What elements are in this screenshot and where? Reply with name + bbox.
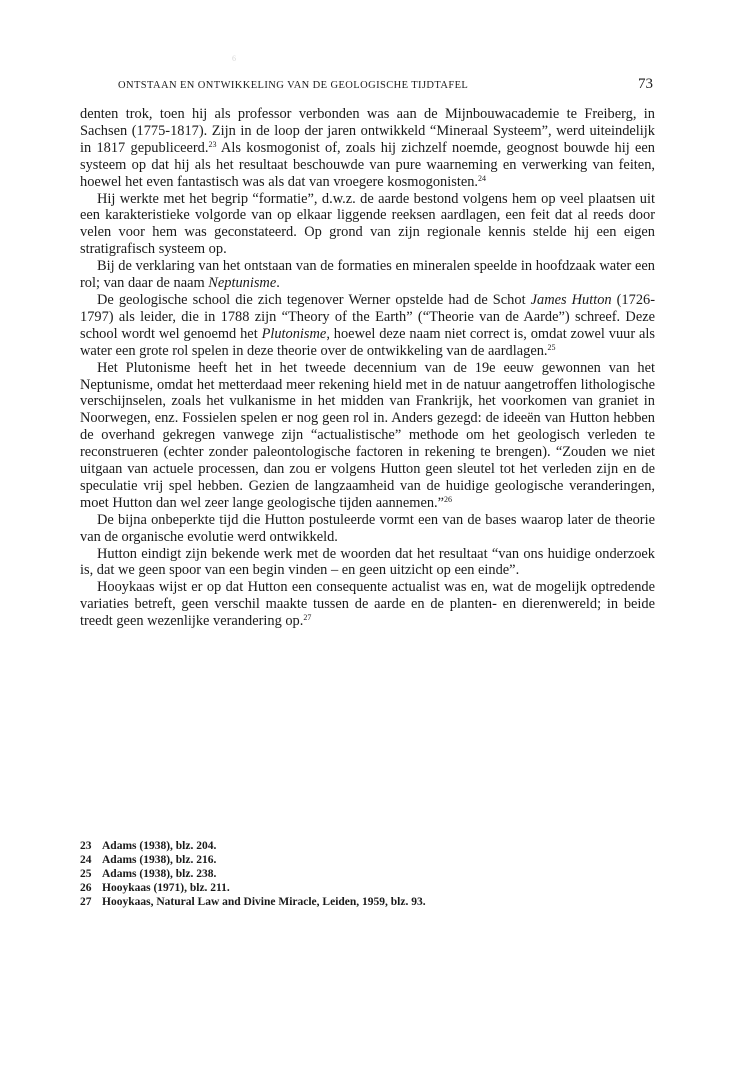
footnote-text: Hooykaas (1971), blz. 211. (102, 882, 230, 894)
paragraph (80, 579, 655, 630)
running-header (80, 78, 665, 98)
footnote-number: 24 (80, 854, 92, 866)
text-run: (1726-1797) als leider, die in 1788 zijn “Theory of the Earth” (“Theorie van de Aarde”) schreef. Deze school wordt wel genoemd het (80, 291, 655, 342)
text-run: De bijna onbeperkte tijd die Hutton postuleerde vormt een van de bases waarop later de theorie van de organische evolutie werd ontwikkeld. (80, 511, 655, 545)
faint-page-mark: 6 (232, 54, 236, 63)
footnote-number: 23 (80, 840, 92, 852)
text-run: denten trok, toen hij als professor verbonden was aan de Mijnbouwacademie te Freiberg, in Sachsen (1775-1817). Zijn in de loop der jaren ontwikkeld “Mineraal Systeem”, werd uiteindelijk in 1817 gepubliceerd. (80, 106, 655, 156)
paragraph (80, 191, 655, 259)
footnote-ref: 23 (208, 139, 217, 149)
italic-term: Plutonisme (261, 325, 327, 342)
footnote-text: Hooykaas, Natural Law and Divine Miracle, Leiden, 1959, blz. 93. (102, 896, 426, 908)
footnote (80, 881, 655, 895)
italic-term: James Hutton (530, 291, 612, 308)
paragraph (80, 106, 655, 191)
text-run: Hutton eindigt zijn bekende werk met de woorden dat het resultaat “van ons huidige onderzoek is, dat we geen spoor van een begin vinden – en geen uitzicht op een einde”. (80, 545, 655, 579)
footnote-ref: 27 (303, 613, 312, 623)
footnote-ref: 26 (444, 494, 453, 504)
footnote-text: Adams (1938), blz. 216. (102, 854, 217, 866)
italic-term: Neptunisme (208, 275, 277, 292)
page-number: 73 (638, 76, 653, 92)
footnote-ref: 25 (547, 342, 556, 352)
footnote (80, 853, 655, 867)
footnote (80, 867, 655, 881)
footnote (80, 839, 655, 853)
footnote (80, 895, 655, 909)
text-run: De geologische school die zich tegenover Werner opstelde had de Schot (97, 291, 531, 308)
footnote-number: 25 (80, 868, 92, 880)
text-run: Het Plutonisme heeft het in het tweede decennium van de 19e eeuw gewonnen van het Neptunisme, omdat het metterdaad meer rekening hield met in de natuur aangetroffen lithologische verschijnselen, zoals het vulkanisme in het midden van Frankrijk, het voorkomen van graniet in Noorwegen, enz. Fossielen spelen er nog geen rol in. Anders gezegd: de ideeën van Hutton hebben de overhand gekregen vanwege zijn “actualistische” methode om het geologisch verleden te reconstrueren (echter zonder paleontologische factoren in rekening te brengen). “Zouden we niet uitgaan van actuele processen, dan zou er volgens Hutton geen sleutel tot het verleden zijn en de speculatie vrij spel hebben. Gezien de langzaamheid van de huidige geologische veranderingen, moet Hutton dan wel zeer lange geologische tijden aannemen.” (80, 359, 655, 511)
paragraph (80, 292, 655, 360)
paragraph (80, 360, 655, 512)
body-text (80, 106, 655, 630)
text-run: Bij de verklaring van het ontstaan van de formaties en mineralen speelde in hoofdzaak water een rol; van daar de naam (80, 258, 655, 292)
paragraph (80, 512, 655, 546)
footnote-text: Adams (1938), blz. 238. (102, 868, 217, 880)
text-run: Hooykaas wijst er op dat Hutton een consequente actualist was en, wat de mogelijk optredende variaties betreft, geen verschil maakte tussen de aarde en de planten- en dierenwereld; in beide treedt geen wezenlijke verandering op. (80, 579, 655, 630)
text-run: Hij werkte met het begrip “formatie”, d.w.z. de aarde bestond volgens hem op veel plaatsen uit een karakteristieke volgorde van op elkaar liggende reeksen aardlagen, een feit dat al reeds door velen voor hem was geconstateerd. Op grond van zijn regionale kennis stelde hij een eigen stratigrafisch systeem op. (80, 190, 655, 258)
text-run: Als kosmogonist of, zoals hij zichzelf noemde, geognost bouwde hij een systeem op dat hij als het resultaat beschouwde van pure waarneming en verwerking van feiten, hoewel het even fantastisch was als dat van vroegere kosmogonisten. (80, 139, 655, 190)
footnote-text: Adams (1938), blz. 204. (102, 840, 217, 852)
running-title: ONTSTAAN EN ONTWIKKELING VAN DE GEOLOGISCHE TIJDTAFEL (118, 80, 469, 91)
footnote-ref: 24 (478, 173, 487, 183)
footnote-number: 27 (80, 896, 92, 908)
footnotes (80, 839, 655, 909)
paragraph (80, 258, 655, 292)
text-run: . (276, 275, 280, 292)
text-run: , hoewel deze naam niet correct is, omdat zowel vuur als water een grote rol spelen in deze theorie over de ontwikkeling van de aardlagen. (80, 325, 656, 359)
footnote-number: 26 (80, 882, 92, 894)
paragraph (80, 546, 655, 580)
